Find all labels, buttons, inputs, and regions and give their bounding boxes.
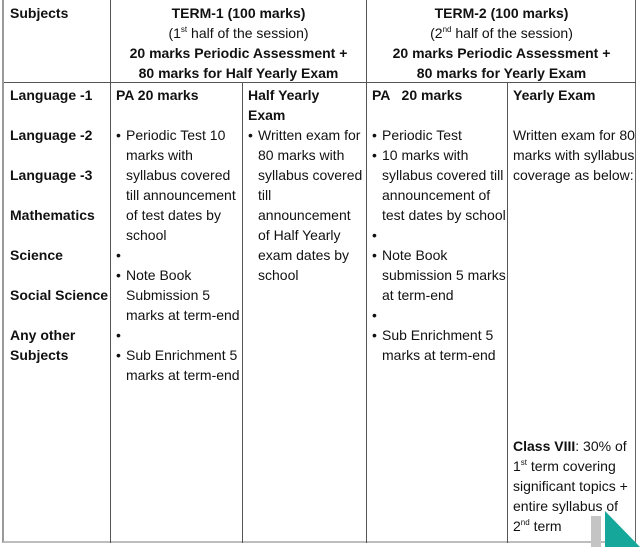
term2-pa-title: PA 20 marks — [372, 87, 463, 103]
logo-triangle-icon — [605, 511, 640, 547]
list-item: • Sub Enrichment 5 marks at term-end — [372, 325, 506, 365]
list-item: • Note Book submission 5 marks at term-end — [372, 245, 506, 305]
list-item: • Sub Enrichment 5 marks at term-end — [116, 345, 240, 385]
logo-bar-icon — [591, 516, 601, 547]
subject-item: Language -1 — [10, 87, 93, 103]
list-item: • Periodic Test 10 marks with syllabus covered till announcement of test dates by school — [116, 125, 240, 245]
list-item: • Periodic Test — [372, 125, 506, 145]
term1-pa-list — [116, 125, 240, 385]
term2-exam-cell — [513, 85, 635, 185]
subject-item: Language -2 — [10, 127, 93, 143]
subject-item: Any other Subjects — [10, 327, 76, 363]
term2-pa-cell — [372, 85, 506, 365]
term2-pa-list — [372, 125, 506, 365]
term2-session: (2nd half of the session) — [430, 25, 573, 41]
subject-item: Science — [10, 247, 63, 263]
term2-header — [367, 3, 636, 83]
subject-item: Language -3 — [10, 167, 93, 183]
class-viii-note: Class VIII: 30% of 1st term covering significant topics + entire syllabus of 2nd term — [513, 438, 628, 534]
term1-title: TERM-1 (100 marks) — [171, 5, 306, 21]
list-item: • Note Book Submission 5 marks at term-end — [116, 265, 240, 325]
col-divider-term2 — [507, 82, 508, 543]
term1-line3: 20 marks Periodic Assessment + — [129, 45, 348, 61]
term1-header — [111, 3, 366, 83]
term2-line3: 20 marks Periodic Assessment + — [392, 45, 611, 61]
term1-exam-list — [248, 125, 364, 285]
term2-line4: 80 marks for Yearly Exam — [416, 65, 587, 81]
term1-exam-title: Half Yearly Exam — [248, 87, 320, 123]
term1-pa-title: PA 20 marks — [116, 87, 199, 103]
term1-session: (1st half of the session) — [168, 25, 309, 41]
term2-exam-body: Written exam for 80 marks with syllabus coverage as below: — [513, 127, 635, 183]
term2-title: TERM-2 (100 marks) — [434, 5, 569, 21]
term1-exam-cell — [248, 85, 364, 285]
list-item: • 10 marks with syllabus covered till announcement of test dates by school — [372, 145, 506, 225]
subjects-list — [10, 85, 110, 385]
subject-item: Mathematics — [10, 207, 95, 223]
col-divider-term1 — [242, 82, 243, 543]
term2-exam-title: Yearly Exam — [513, 87, 596, 103]
subject-item: Social Science — [10, 287, 109, 303]
term1-pa-cell — [116, 85, 240, 385]
subjects-header: Subjects — [10, 5, 69, 21]
list-item: • Written exam for 80 marks with syllabus covered till announcement of Half Yearly exam dates by school — [248, 125, 364, 285]
term1-line4: 80 marks for Half Yearly Exam — [138, 65, 339, 81]
